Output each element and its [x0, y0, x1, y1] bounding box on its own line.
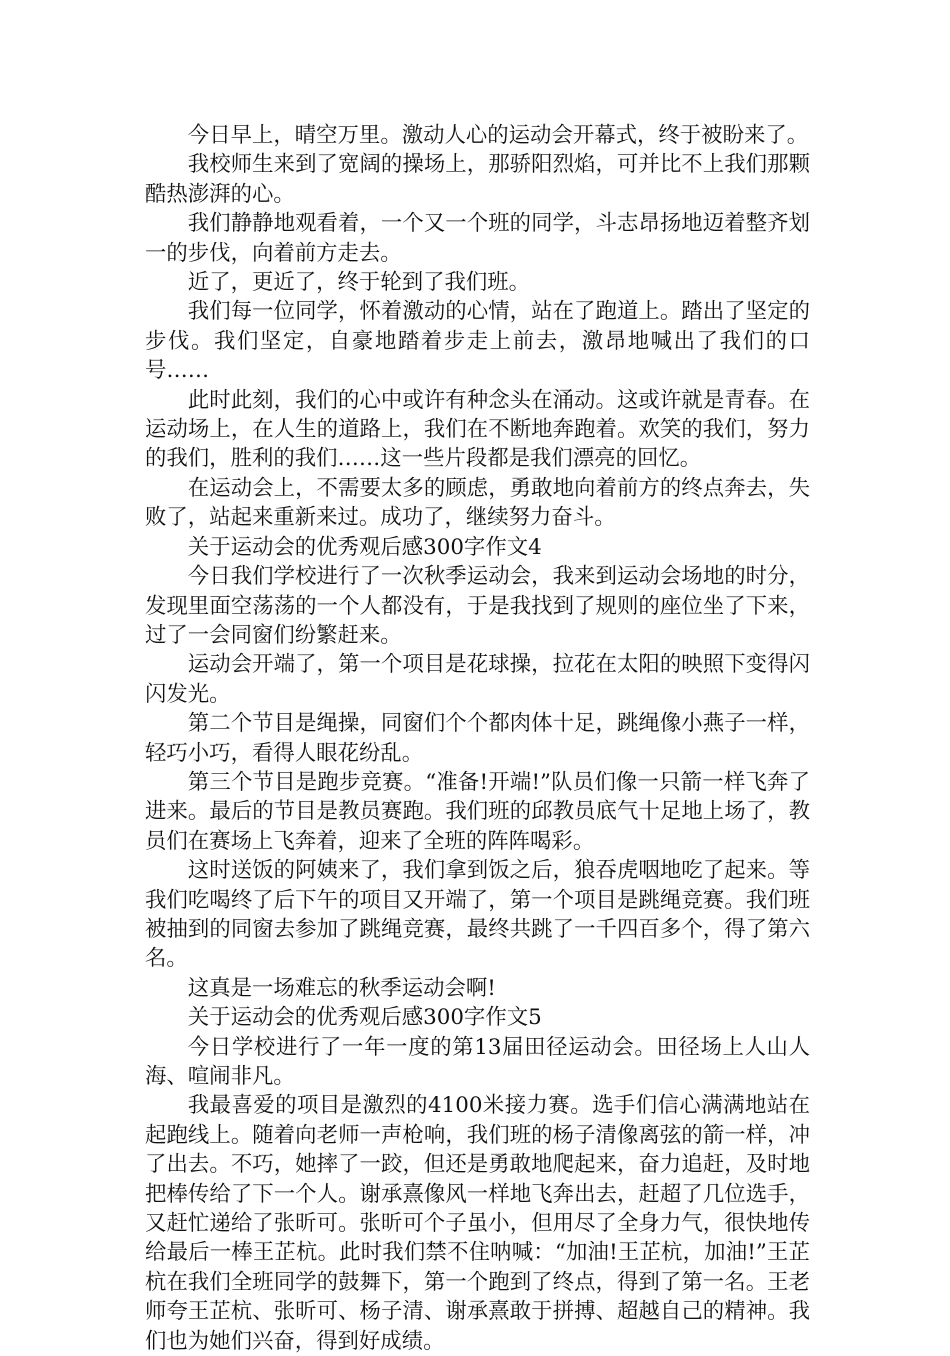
paragraph: 这时送饭的阿姨来了，我们拿到饭之后，狼吞虎咽地吃了起来。等我们吃喝终了后下午的项目又开端了，第一个项目是跳绳竞赛。我们班被抽到的同窗去参加了跳绳竞赛，最终共跳了一千四百多个，得了第六名。 [145, 858, 810, 972]
paragraph: 近了，更近了，终于轮到了我们班。 [187, 270, 531, 296]
paragraph: 在运动会上，不需要太多的顾虑，勇敢地向着前方的终点奔去，失败了，站起来重新来过。成功了，继续努力奋斗。 [145, 475, 810, 531]
paragraph: 我校师生来到了宽阔的操场上，那骄阳烈焰，可并比不上我们那颗酷热澎湃的心。 [145, 152, 810, 207]
paragraph: 今日早上，晴空万里。激动人心的运动会开幕式，终于被盼来了。 [187, 123, 809, 148]
paragraph: 第二个节目是绳操，同窗们个个都肉体十足，跳绳像小燕子一样，轻巧小巧，看得人眼花纷乱。 [145, 711, 810, 766]
paragraph: 运动会开端了，第一个项目是花球操，拉花在太阳的映照下变得闪闪发光。 [145, 652, 810, 707]
paragraph: 今日学校进行了一年一度的第13届田径运动会。田径场上人山人海、喧闹非凡。 [145, 1034, 810, 1089]
paragraph: 我最喜爱的项目是激烈的4100米接力赛。选手们信心满满地站在起跑线上。随着向老师一声枪响，我们班的杨子清像离弦的箭一样，冲了出去。不巧，她摔了一跤，但还是勇敢地爬起来，奋力追赶，及时地把棒传给了下一个人。谢承熹像风一样地飞奔出去，赶超了几位选手，又赶忙递给了张昕可。张昕可个子虽小，但用尽了全身力气，很快地传给最后一棒王芷杭。此时我们禁不住呐喊：“加油!王芷杭，加油!”王芷杭在我们全班同学的鼓舞下，第一个跑到了终点，得到了第一名。王老师夸王芷杭、张昕可、杨子清、谢承熹敢于拼搏、超越自己的精神。我们也为她们兴奋，得到好成绩。 [145, 1093, 810, 1354]
paragraph: 我们静静地观看着，一个又一个班的同学，斗志昂扬地迈着整齐划一的步伐，向着前方走去。 [145, 211, 810, 266]
section-heading: 关于运动会的优秀观后感300字作文4 [187, 534, 542, 560]
section-heading: 关于运动会的优秀观后感300字作文5 [187, 1005, 542, 1031]
document-body [145, 121, 810, 1356]
paragraph: 第三个节目是跑步竞赛。“准备!开端!”队员们像一只箭一样飞奔了进来。最后的节目是教员赛跑。我们班的邱教员底气十足地上场了，教员们在赛场上飞奔着，迎来了全班的阵阵喝彩。 [145, 769, 810, 854]
paragraph: 这真是一场难忘的秋季运动会啊! [187, 975, 496, 1001]
paragraph: 我们每一位同学，怀着激动的心情，站在了跑道上。踏出了坚定的步伐。我们坚定，自豪地踏着步走上前去，激昂地喊出了我们的口号…… [145, 299, 810, 384]
paragraph: 今日我们学校进行了一次秋季运动会，我来到运动会场地的时分，发现里面空荡荡的一个人都没有，于是我找到了规则的座位坐了下来，过了一会同窗们纷繁赶来。 [145, 564, 810, 648]
paragraph: 此时此刻，我们的心中或许有种念头在涌动。这或许就是青春。在运动场上，在人生的道路上，我们在不断地奔跑着。欢笑的我们，努力的我们，胜利的我们……这一些片段都是我们漂亮的回忆。 [145, 387, 810, 472]
